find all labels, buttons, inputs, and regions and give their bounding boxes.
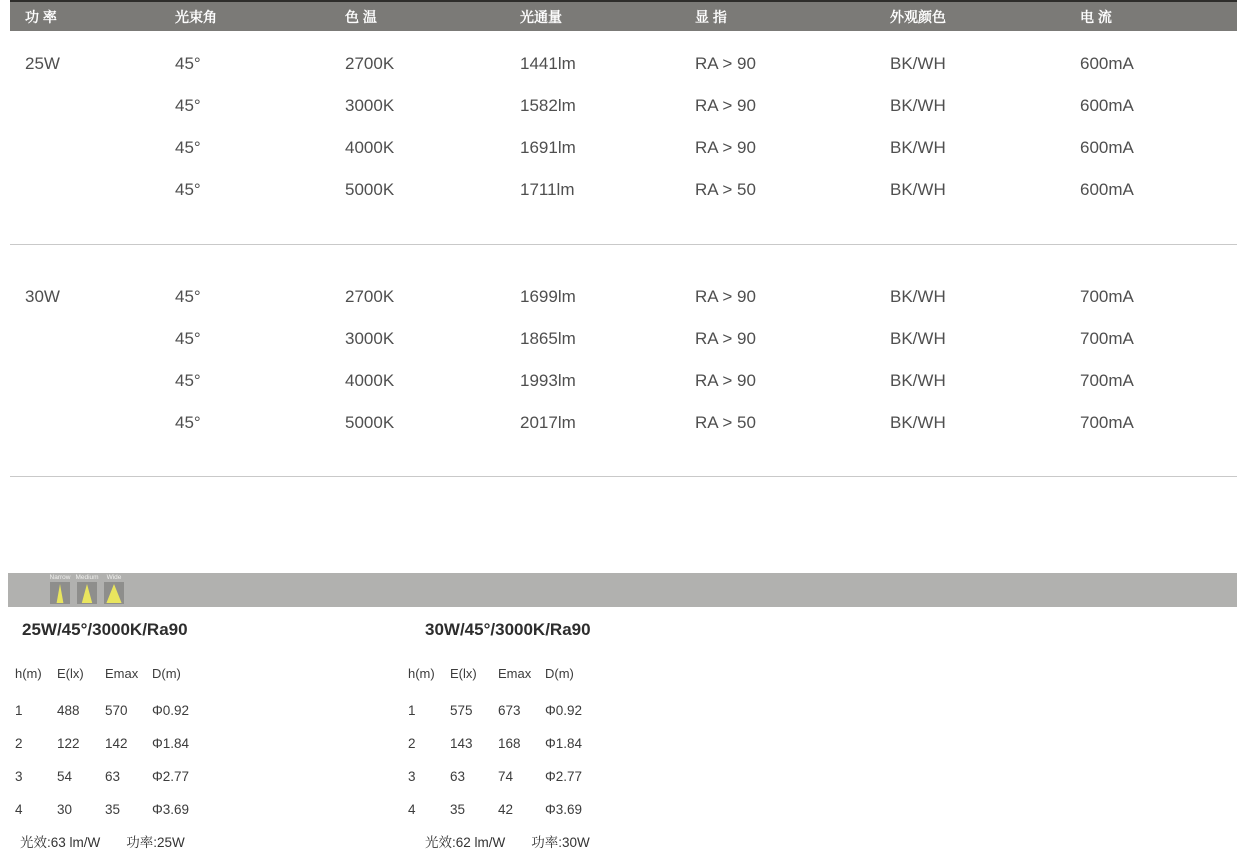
photometric-body [403,694,633,826]
cell-emax: 168 [498,736,521,751]
cell-flux: 1691lm [520,138,576,157]
beam-legend-narrow [48,574,72,604]
cell-emax: 673 [498,703,521,718]
cell-d: Φ0.92 [545,703,583,718]
cell-beam-angle: 45° [175,329,201,348]
cell-e: 63 [450,769,466,784]
cell-flux: 1711lm [520,180,575,199]
cell-cri: RA > 90 [695,138,756,157]
cell-beam-angle: 45° [175,371,201,390]
ph-d: D(m) [545,666,574,681]
cell-beam-angle: 45° [175,413,201,432]
ph-emax: Emax [105,666,139,681]
photometric-header-row [403,666,633,681]
power-value: 功率:25W [126,835,185,850]
ph-e: E(lx) [57,666,84,681]
cell-cri: RA > 90 [695,96,756,115]
cell-power: 25W [25,54,60,73]
spec-row [10,360,1237,402]
photometric-row [403,793,633,826]
photometric-footer [10,829,193,856]
cell-beam-angle: 45° [175,287,201,306]
cell-emax: 63 [105,769,121,784]
cell-emax: 570 [105,703,128,718]
cell-finish: BK/WH [890,287,946,306]
photometric-row [10,727,240,760]
cell-d: Φ1.84 [545,736,583,751]
cell-cct: 5000K [345,413,395,432]
photometric-row [10,793,240,826]
cell-emax: 35 [105,802,121,817]
cell-finish: BK/WH [890,180,946,199]
cell-cri: RA > 90 [695,329,756,348]
photometric-body [10,694,240,826]
group-divider [10,244,1237,245]
cell-emax: 42 [498,802,514,817]
beam-label-wide: Wide [106,574,122,581]
spec-row [10,85,1237,127]
cell-h: 2 [15,736,23,751]
cell-flux: 1865lm [520,329,576,348]
ph-d: D(m) [152,666,181,681]
cell-h: 3 [408,769,416,784]
cell-cri: RA > 50 [695,413,756,432]
cell-cri: RA > 90 [695,371,756,390]
cell-cri: RA > 50 [695,180,756,199]
spec-row [10,127,1237,169]
spec-row [10,276,1237,318]
photometric-title: 30W/45°/3000K/Ra90 [425,620,591,639]
cell-d: Φ3.69 [545,802,583,817]
ph-h: h(m) [15,666,42,681]
cell-beam-angle: 45° [175,138,201,157]
cell-current: 700mA [1080,329,1134,348]
cell-beam-angle: 45° [175,180,201,199]
spec-table-header-row [10,2,1237,31]
cell-finish: BK/WH [890,329,946,348]
cell-current: 600mA [1080,96,1134,115]
header-power: 功 率 [25,8,57,25]
spec-group-30w [10,276,1237,444]
cell-flux: 1699lm [520,287,576,306]
ph-h: h(m) [408,666,435,681]
cell-flux: 1993lm [520,371,576,390]
cell-h: 2 [408,736,416,751]
cell-finish: BK/WH [890,413,946,432]
cell-finish: BK/WH [890,371,946,390]
cell-h: 1 [15,703,23,718]
narrow-beam-icon [50,582,70,604]
cell-e: 575 [450,703,473,718]
cell-emax: 74 [498,769,514,784]
cell-flux: 1441lm [520,54,576,73]
cell-cct: 4000K [345,138,395,157]
ph-e: E(lx) [450,666,477,681]
power-value: 功率:30W [531,835,590,850]
cell-d: Φ2.77 [152,769,190,784]
cell-h: 1 [408,703,416,718]
photometric-row [403,694,633,727]
medium-beam-icon [77,582,97,604]
cell-e: 122 [57,736,80,751]
cell-d: Φ1.84 [152,736,190,751]
spec-row [10,169,1237,211]
header-cct: 色 温 [345,8,377,25]
cell-current: 700mA [1080,287,1134,306]
wide-beam-icon [104,582,124,604]
spec-row [10,43,1237,85]
photometric-table-30w [403,612,633,856]
photometric-title: 25W/45°/3000K/Ra90 [22,620,188,639]
cell-beam-angle: 45° [175,96,201,115]
cell-e: 488 [57,703,80,718]
cell-current: 600mA [1080,180,1134,199]
cell-flux: 2017lm [520,413,576,432]
header-cri: 显 指 [695,8,727,25]
spec-row [10,402,1237,444]
beam-legend-medium [75,574,99,604]
beam-legend-band [8,573,1237,607]
cell-h: 3 [15,769,23,784]
ph-emax: Emax [498,666,532,681]
cell-d: Φ2.77 [545,769,583,784]
cell-beam-angle: 45° [175,54,201,73]
cell-current: 600mA [1080,54,1134,73]
cell-e: 143 [450,736,473,751]
photometric-row [403,760,633,793]
cell-cct: 2700K [345,287,395,306]
header-finish: 外观颜色 [890,8,946,25]
cell-finish: BK/WH [890,96,946,115]
header-flux: 光通量 [520,8,562,25]
cell-cct: 3000K [345,96,395,115]
beam-label-narrow: Narrow [49,574,71,581]
cell-cri: RA > 90 [695,287,756,306]
cell-current: 700mA [1080,413,1134,432]
photometric-header-row [10,666,240,681]
cell-flux: 1582lm [520,96,576,115]
efficacy-value: 光效:63 lm/W [20,835,101,850]
beam-legend-wide [102,574,126,604]
cell-cct: 2700K [345,54,395,73]
photometric-table-25w [10,612,240,856]
bottom-divider [10,476,1237,477]
cell-current: 600mA [1080,138,1134,157]
cell-finish: BK/WH [890,54,946,73]
photometric-row [10,694,240,727]
cell-h: 4 [15,802,23,817]
cell-emax: 142 [105,736,128,751]
cell-h: 4 [408,802,416,817]
cell-d: Φ3.69 [152,802,190,817]
spec-row [10,318,1237,360]
beam-label-medium: Medium [75,574,99,581]
cell-cct: 5000K [345,180,395,199]
cell-e: 54 [57,769,73,784]
cell-e: 30 [57,802,73,817]
cell-power: 30W [25,287,60,306]
cell-e: 35 [450,802,466,817]
cell-cri: RA > 90 [695,54,756,73]
spec-group-25w [10,43,1237,211]
header-current: 电 流 [1080,8,1112,25]
photometric-row [403,727,633,760]
photometric-row [10,760,240,793]
efficacy-value: 光效:62 lm/W [425,835,506,850]
header-beam-angle: 光束角 [175,8,217,25]
cell-cct: 3000K [345,329,395,348]
cell-d: Φ0.92 [152,703,190,718]
photometric-footer [415,829,598,856]
cell-cct: 4000K [345,371,395,390]
cell-current: 700mA [1080,371,1134,390]
spec-table [10,0,1237,477]
cell-finish: BK/WH [890,138,946,157]
